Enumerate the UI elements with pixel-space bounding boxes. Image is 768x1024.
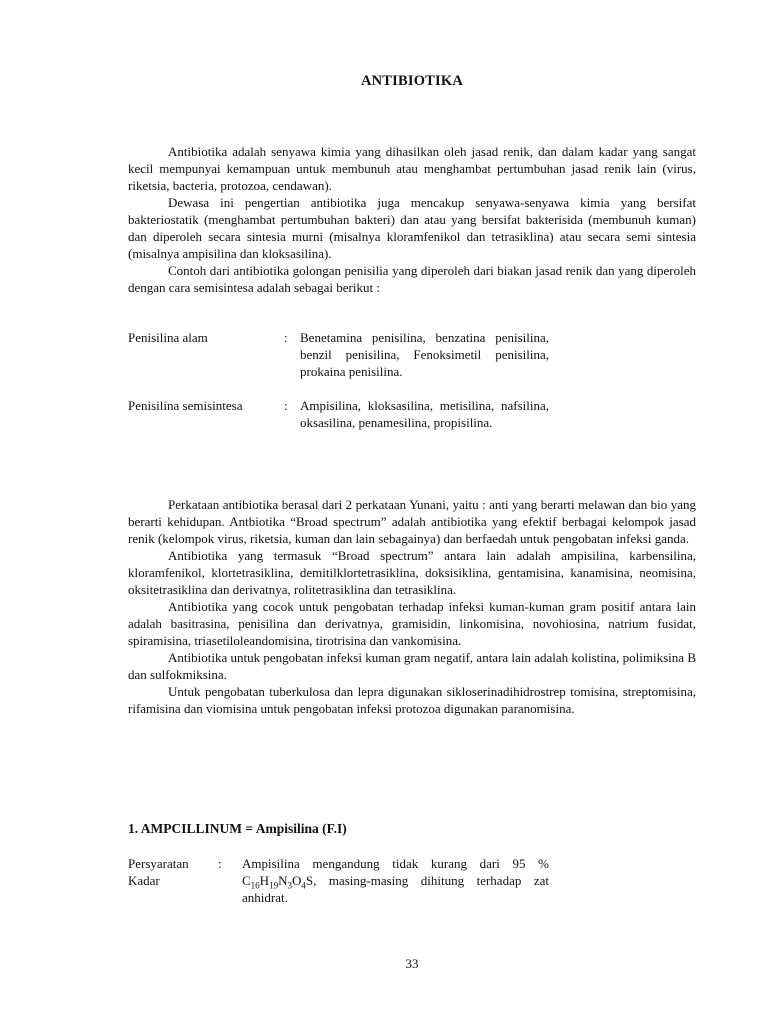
requirement-text: Ampisilina mengandung tidak kurang dari 95 %	[242, 856, 549, 871]
page-number: 33	[405, 956, 419, 971]
requirement-term: Persyaratan Kadar	[128, 856, 189, 888]
paragraph: Antibiotika untuk pengobatan infeksi kuman gram negatif, antara lain adalah kolistina, polimiksina B dan sulfokmiksina.	[128, 650, 696, 682]
list-description: Benetamina penisilina, benzatina penisilina, benzil penisilina, Fenoksimetil penisilina, prokaina penisilina.	[300, 330, 549, 379]
list-term: Penisilina alam	[128, 330, 208, 345]
paragraph: Perkataan antibiotika berasal dari 2 perkataan Yunani, yaitu : anti yang berarti melawan dan bio yang berarti kehidupan. Antbiotika “Broad spectrum” adalah antibiotika yang efektif berbagai kelompok jasad renik (kelompok virus, riketsia, kuman dan lain sebagainya) dan berfaedah untuk pengobatan infeksi ganda.	[128, 497, 696, 546]
paragraph: Antibiotika yang cocok untuk pengobatan terhadap infeksi kuman-kuman gram positif antara lain adalah basitrasina, penisilina dan derivatnya, gramisidin, linkomisina, novohiosina, natrium fusidat, spiramisina, triasetiloleandomisina, tirotrisina dan vankomisina.	[128, 599, 696, 648]
list-colon: :	[284, 330, 288, 345]
paragraph: Contoh dari antibiotika golongan penisilia yang diperoleh dari biakan jasad renik dan yang diperoleh dengan cara semisintesa adalah sebagai berikut :	[128, 263, 696, 295]
list-description: Ampisilina, kloksasilina, metisilina, nafsilina, oksasilina, penamesilina, propisilina.	[300, 398, 549, 430]
body-text	[128, 496, 696, 717]
requirement-description	[242, 855, 549, 906]
penicillin-list	[128, 329, 549, 448]
requirement-row	[128, 855, 549, 906]
list-colon: :	[284, 398, 288, 413]
paragraph: Untuk pengobatan tuberkulosa dan lepra digunakan sikloserinadihidrostrep tomisina, streptomisina, rifamisina dan viomisina untuk pengobatan infeksi protozoa digunakan paranomisina.	[128, 684, 696, 716]
paragraph: Antibiotika yang termasuk “Broad spectrum” antara lain adalah ampisilina, karbensilina, kloramfenikol, klortetrasiklina, demitilklortetrasiklina, doksisiklina, gentamisina, kanamisina, neomisina, oksitetrasiklina dan derivatnya, rolitetrasiklina dan tetrasiklina.	[128, 548, 696, 597]
requirement-text: , masing-masing dihitung terhadap zat anhidrat.	[242, 873, 549, 905]
paragraph: Antibiotika adalah senyawa kimia yang dihasilkan oleh jasad renik, dan dalam kadar yang sangat kecil mempunyai kemampuan untuk membunuh atau menghambat pertumbuhan jasad renik lain (virus, riketsia, bacteria, protozoa, cendawan).	[128, 144, 696, 193]
requirement-colon: :	[218, 856, 222, 871]
list-item	[128, 397, 549, 431]
section-heading: 1. AMPCILLINUM = Ampisilina (F.I)	[128, 821, 347, 836]
paragraph: Dewasa ini pengertian antibiotika juga mencakup senyawa-senyawa kimia yang bersifat bakteriostatik (menghambat pertumbuhan bakteri) dan atau yang bersifat bakterisida (membunuh kuman) dan diperoleh secara sintesia murni (misalnya kloramfenikol dan tetrasiklina) atau secara semi sintesia (misalnya ampisilina dan kloksasilina).	[128, 195, 696, 261]
intro-text	[128, 143, 696, 296]
list-item	[128, 329, 549, 380]
chemical-formula: $C_{16}H_{19}N_3O_4S$	[242, 873, 314, 891]
page-title: ANTIBIOTIKA	[360, 73, 464, 89]
list-term: Penisilina semisintesa	[128, 398, 243, 413]
